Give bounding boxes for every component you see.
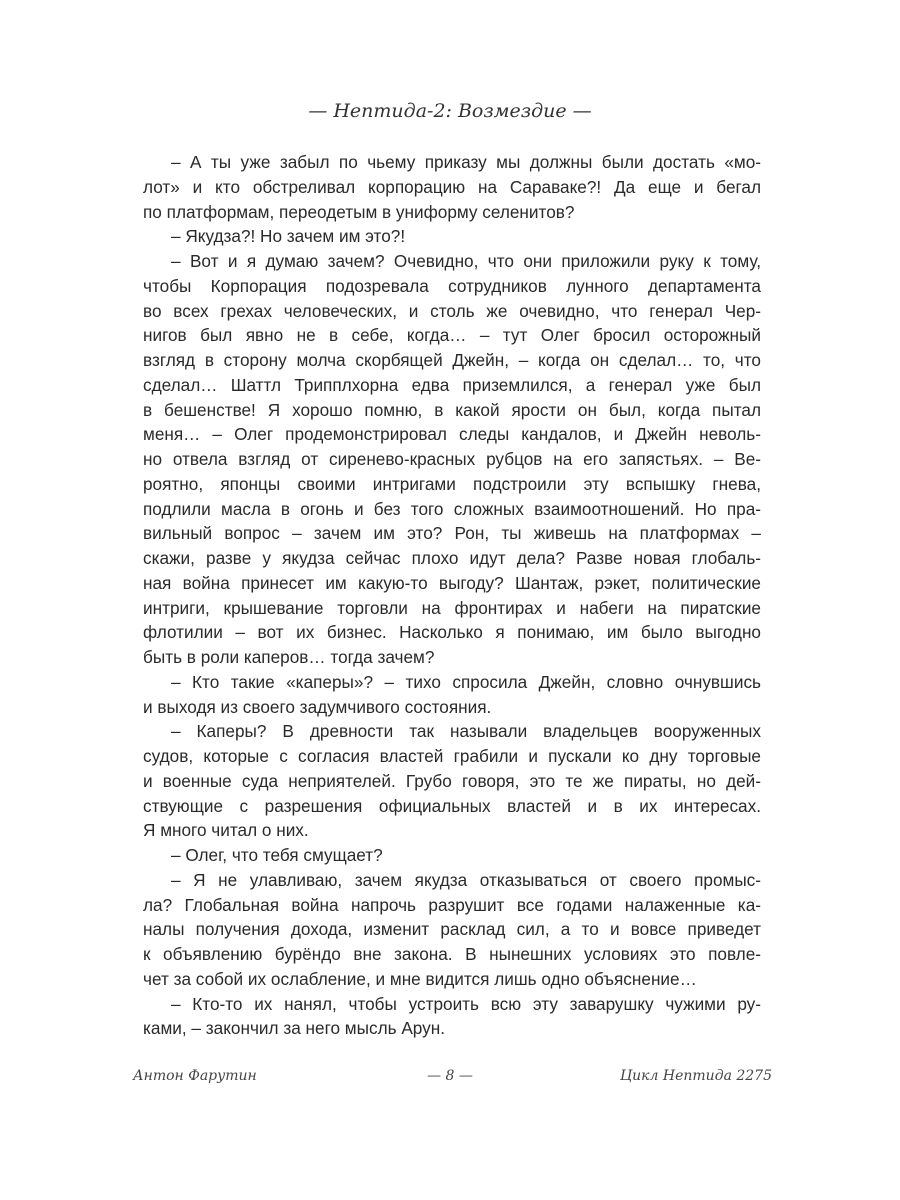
text-line: сделал… Шаттл Трипплхорна едва приземлился, а генерал уже был	[143, 374, 761, 395]
text-line: вильный вопрос – зачем им это? Рон, ты живешь на платформах –	[143, 523, 761, 544]
text-line: – А ты уже забыл по чьему приказу мы должны были достать «мо-	[171, 152, 761, 172]
text-line: – Якудза?! Но зачем им это?!	[171, 226, 406, 247]
text-line: ками, – закончил за него мысль Арун.	[143, 1018, 446, 1039]
text-line: – Вот и я думаю зачем? Очевидно, что они приложили руку к тому,	[171, 251, 761, 271]
text-line: и военные суда неприятелей. Грубо говоря, это те же пираты, но дей-	[143, 770, 761, 791]
paragraph	[143, 992, 761, 1042]
text-line: подлили масла в огонь и без того сложных взаимоотношений. Но пра-	[143, 498, 761, 519]
text-line: по платформам, переодетым в униформу селенитов?	[143, 201, 575, 222]
text-line: – Олег, что тебя смущает?	[171, 845, 383, 865]
paragraph	[143, 150, 761, 224]
text-line: ствующие с разрешения официальных властей и в их интересах.	[143, 795, 761, 816]
text-line: ная война принесет им какую-то выгоду? Шантаж, рэкет, политические	[143, 572, 761, 593]
text-line: – Кто такие «каперы»? – тихо спросила Джейн, словно очнувшись	[171, 671, 761, 692]
text-line: судов, которые с согласия властей грабили и пускали ко дну торговые	[143, 746, 761, 766]
paragraph	[143, 843, 761, 868]
text-line: ла? Глобальная война напрочь разрушит все годами налаженные ка-	[143, 894, 761, 915]
text-line: – Я не улавливаю, зачем якудза отказываться от своего промыс-	[171, 869, 761, 890]
footer-author: Антон Фарутин	[133, 1068, 257, 1084]
text-line: к объявлению бурёндо вне закона. В нынешних условиях это повле-	[143, 944, 761, 964]
text-line: и выходя из своего задумчивого состояния.	[143, 696, 492, 717]
text-line: налы получения дохода, изменит расклад сил, а то и вовсе приведет	[143, 919, 761, 940]
text-line: – Каперы? В древности так называли владельцев вооруженных	[171, 721, 761, 742]
text-line: но отвела взгляд от сиренево-красных рубцов на его запястьях. – Ве-	[143, 449, 761, 469]
page-number: — 8 —	[427, 1068, 473, 1084]
paragraph	[143, 868, 761, 992]
text-line: меня… – Олег продемонстрировал следы кандалов, и Джейн неволь-	[143, 424, 761, 445]
text-line: лот» и кто обстреливал корпорацию на Сараваке?! Да еще и бегал	[143, 176, 761, 197]
text-line: нигов был явно не в себе, когда… – тут Олег бросил осторожный	[143, 325, 761, 346]
text-line: во всех грехах человеческих, и столь же очевидно, что генерал Чер-	[143, 300, 761, 321]
paragraph	[143, 249, 761, 670]
paragraph	[143, 224, 761, 249]
text-line: взгляд в сторону молча скорбящей Джейн, – когда он сделал… то, что	[143, 350, 761, 370]
text-line: флотилии – вот их бизнес. Насколько я понимаю, им было выгодно	[143, 622, 761, 643]
running-title: — Нептида-2: Возмездие —	[308, 100, 592, 122]
text-line: Я много читал о них.	[143, 820, 309, 841]
paragraph	[143, 670, 761, 720]
text-line: интриги, крышевание торговли на фронтирах и набеги на пиратские	[143, 597, 761, 618]
text-line: в бешенстве! Я хорошо помню, в какой ярости он был, когда пытал	[143, 399, 761, 420]
text-line: роятно, японцы своими интригами подстроили эту вспышку гнева,	[143, 473, 761, 494]
body-text	[143, 150, 761, 1041]
paragraph	[143, 719, 761, 843]
text-line: быть в роли каперов… тогда зачем?	[143, 647, 435, 667]
text-line: – Кто-то их нанял, чтобы устроить всю эту заварушку чужими ру-	[171, 993, 761, 1014]
text-line: чет за собой их ослабление, и мне видится лишь одно объяснение…	[143, 968, 697, 989]
footer-series: Цикл Нептида 2275	[619, 1068, 772, 1084]
text-line: скажи, разве у якудза сейчас плохо идут дела? Разве новая глобаль-	[143, 548, 761, 568]
text-line: чтобы Корпорация подозревала сотрудников лунного департамента	[143, 275, 761, 296]
